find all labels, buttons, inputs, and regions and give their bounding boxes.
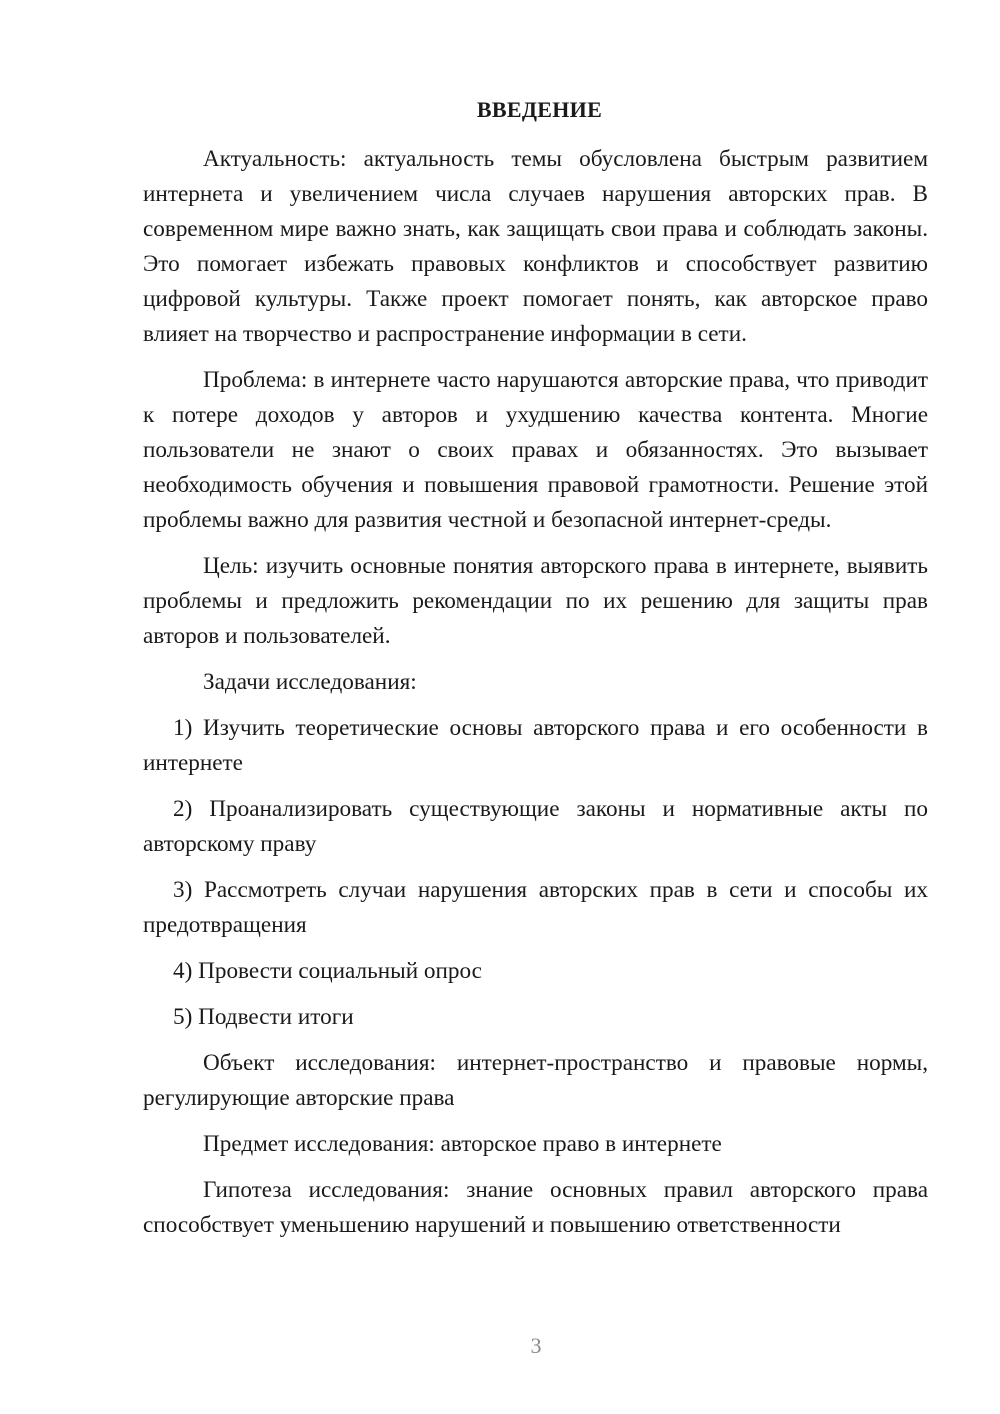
task-item-3: 3) Рассмотреть случаи нарушения авторских прав в сети и способы их предотвращения	[143, 877, 928, 938]
page-content	[143, 95, 928, 1243]
paragraph-hypothesis: Гипотеза исследования: знание основных правил авторского права способствует уменьшению нарушений и повышению ответственности	[143, 1177, 928, 1238]
paragraph-subject: Предмет исследования: авторское право в интернете	[203, 1131, 722, 1157]
section-title: ВВЕДЕНИЕ	[476, 97, 603, 122]
task-item-5: 5) Подвести итоги	[173, 1004, 354, 1030]
task-item-2: 2) Проанализировать существующие законы и нормативные акты по авторскому праву	[143, 796, 928, 857]
page-number: 3	[530, 1333, 542, 1358]
paragraph-goal: Цель: изучить основные понятия авторского права в интернете, выявить проблемы и предложить рекомендации по их решению для защиты прав авторов и пользователей.	[143, 553, 928, 649]
paragraph-relevance: Актуальность: актуальность темы обусловлена быстрым развитием интернета и увеличением числа случаев нарушения авторских прав. В современном мире важно знать, как защищать свои права и соблюдать законы. Это помогает избежать правовых конфликтов и способствует развитию цифровой культуры. Также проект помогает понять, как авторское право влияет на творчество и распространение информации в сети.	[143, 146, 928, 347]
paragraph-problem: Проблема: в интернете часто нарушаются авторские права, что приводит к потере доходов у авторов и ухудшению качества контента. Многие пользователи не знают о своих правах и обязанностях. Это вызывает необходимость обучения и повышения правовой грамотности. Решение этой проблемы важно для развития честной и безопасной интернет-среды.	[143, 367, 928, 533]
tasks-heading: Задачи исследования:	[203, 669, 417, 695]
paragraph-object: Объект исследования: интернет-пространство и правовые нормы, регулирующие авторские права	[143, 1050, 928, 1111]
task-item-4: 4) Провести социальный опрос	[173, 958, 482, 984]
task-item-1: 1) Изучить теоретические основы авторского права и его особенности в интернете	[143, 715, 928, 776]
